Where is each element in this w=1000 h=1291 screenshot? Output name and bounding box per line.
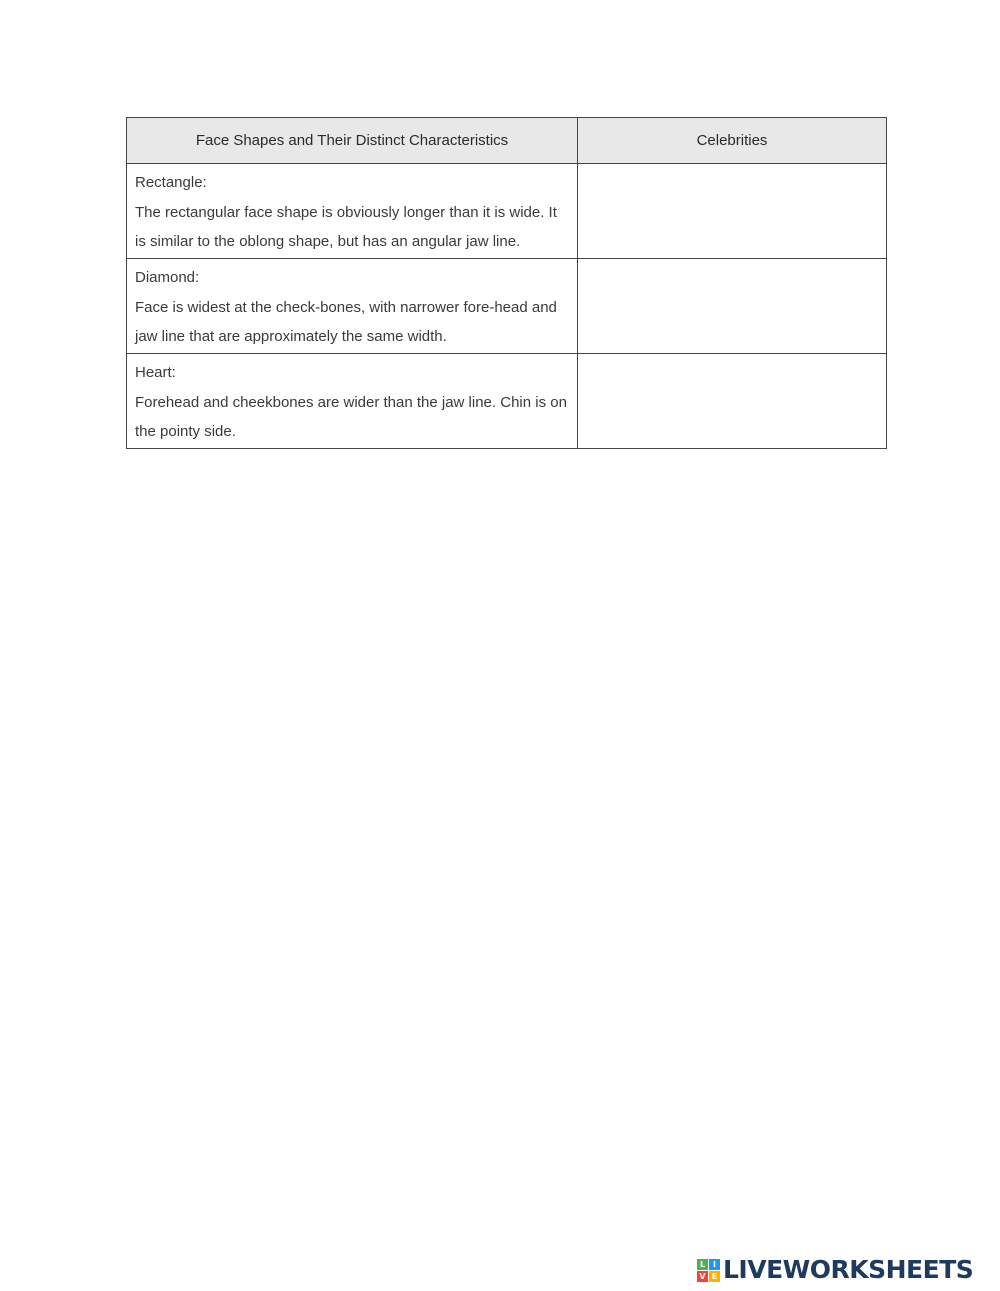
face-shapes-table — [126, 117, 887, 449]
shape-cell — [127, 259, 578, 354]
shape-name: Rectangle: — [135, 174, 207, 191]
logo-block: E — [709, 1271, 720, 1282]
header-characteristics: Face Shapes and Their Distinct Characteristics — [127, 118, 578, 164]
shape-cell — [127, 164, 578, 259]
shape-cell — [127, 354, 578, 449]
table-row-rectangle — [127, 164, 887, 259]
logo-blocks-icon — [697, 1259, 720, 1282]
shape-description: Face is widest at the check-bones, with narrower fore-head and jaw line that are approximately the same width. — [135, 298, 557, 345]
celebrity-answer-cell[interactable] — [578, 354, 887, 449]
table-header-row — [127, 118, 887, 164]
logo-block: I — [709, 1259, 720, 1270]
liveworksheets-logo — [697, 1255, 973, 1285]
logo-block: L — [697, 1259, 708, 1270]
header-celebrities: Celebrities — [578, 118, 887, 164]
logo-text: LIVEWORKSHEETS — [723, 1255, 974, 1284]
table-row-diamond — [127, 259, 887, 354]
shape-description: The rectangular face shape is obviously longer than it is wide. It is similar to the oblong shape, but has an angular jaw line. — [135, 203, 557, 250]
shape-name: Heart: — [135, 364, 176, 381]
shape-description: Forehead and cheekbones are wider than the jaw line. Chin is on the pointy side. — [135, 393, 567, 440]
celebrity-answer-cell[interactable] — [578, 164, 887, 259]
shape-name: Diamond: — [135, 269, 200, 286]
table-row-heart — [127, 354, 887, 449]
celebrity-answer-cell[interactable] — [578, 259, 887, 354]
logo-block: V — [697, 1271, 708, 1282]
